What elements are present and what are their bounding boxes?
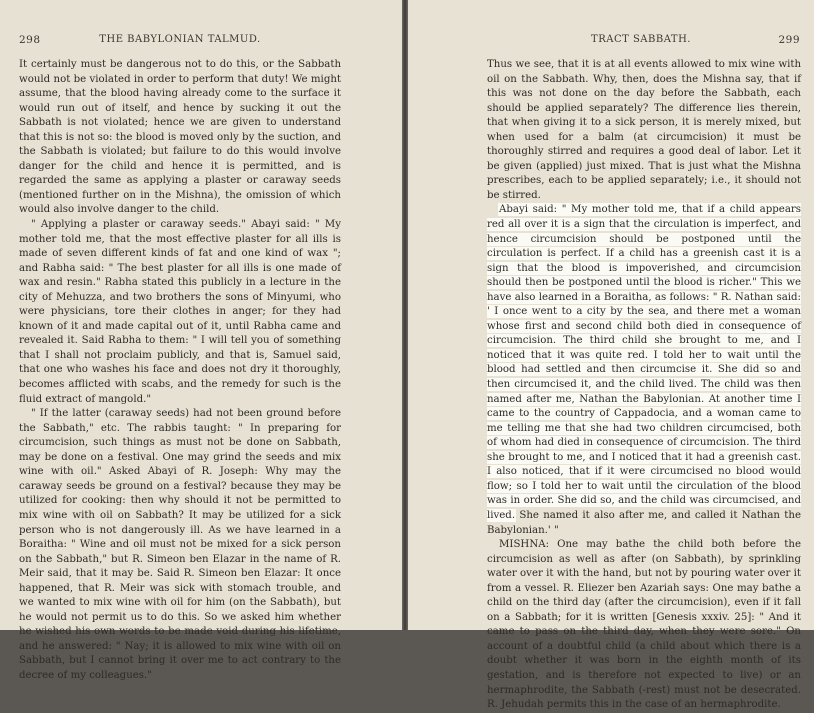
right-paragraph-2 <box>487 203 801 538</box>
right-running-head <box>482 34 800 48</box>
highlighted-passage[interactable]: Abayi said: " My mother told me, that if a child appears red all over it is a sign that the circulation is imperfect, and hence circumcision should be postponed until the circulation is perfect. If a child has a greenish cast it is a sign that the blood is impoverished, and circumcision should then be postponed until the blood is richer." This we have also learned in a Boraitha, as follows: " R. Nathan said: ' I once went to a city by the sea, and there met a woman whose first and second child both died in consequence of circumcision. The third child she brought to me, and I noticed that it was quite red. I told her to wait until the blood had settled and then circumcise it. She did so and then circumcised it, and the child lived. The child was then named after me, Nathan the Babylonian. At another time I came to the country of Cappadocia, and a woman came to me telling me that she had two children circumcised, both of whom had died in consequence of circumcision. The third she brought to me, and I noticed that it had a greenish cast. I also noticed, that if it were circumcised no blood would flow; so I told her to wait until the circulation of the blood was in order. She did so, and the child was circumcised, and lived. <box>487 204 801 521</box>
right-page <box>408 0 814 711</box>
left-paragraph-2: " Applying a plaster or caraway seeds." Abayi said: " My mother told me, that the most effective plaster for all ills is made of seven different kinds of fat and one kind of wax "; and Rabha said: " The best plaster for all ills is one made of wax and resin." Rabha stated this publicly in a lecture in the city of Mehuzza, and two brothers the sons of Minyumi, who were physicians, tore their clothes in anger; for they had known of it and made capital out of it, until Rabha came and revealed it. Said Rabha to them: " I will tell you of something that I shall not proclaim publicly, and that is, Samuel said, that one who washes his face and does not dry it thoroughly, becomes afflicted with scabs, and the remedy for such is the fluid extract of mangold." <box>19 219 341 405</box>
left-running-title: THE BABYLONIAN TALMUD. <box>99 34 261 45</box>
left-running-head <box>19 34 341 48</box>
left-paragraph-1: It certainly must be dangerous not to do this, or the Sabbath would not be violated in order to perform that duty! We might assume, that the blood having already come to the surface it would run out of itself, and hence by sucking it out the Sabbath is not violated; hence we are given to understand that this is not so: the blood is moved only by the suction, and the Sabbath is violated; but failure to do this would involve danger for the child and hence it is permitted, and is regarded the same as applying a plaster or caraway seeds (mentioned further on in the Mishna), the omission of which would also involve danger to the child. <box>19 59 341 216</box>
left-page <box>0 0 402 681</box>
right-running-title: TRACT SABBATH. <box>591 34 691 45</box>
right-paragraph-1: Thus we see, that it is at all events allowed to mix wine with oil on the Sabbath. Why, then, does the Mishna say, that if this was not done on the day before the Sabbath, each should be applied separately? The difference lies therein, that when giving it to a sick person, it is merely mixed, but when used for a balm (at circumcision) it must be thoroughly stirred and requires a good deal of labor. Let it be given (applied) just mixed. That is just what the Mishna prescribes, each to be applied separately; i.e., it should not be stirred. <box>487 59 801 201</box>
left-body-text <box>19 58 341 684</box>
right-paragraph-3-mishna: MISHNA: One may bathe the child both before the circumcision as well as after (on Sabbath), by sprinkling water over it with the hand, but not by pouring water over it from a vessel. R. Eliezer ben Azariah says: One may bathe a child on the third day (after the circumcision), even if it fall on a Sabbath; for it is written [Genesis xxxiv. 25]: " And it came to pass on the third day, when they were sore." On account of a doubtful child (a child about which there is a doubt whether it was born in the eighth month of its gestation, and is therefore not expected to live) or an hermaphrodite, the Sabbath (-rest) must not be desecrated. R. Jehudah permits this in the case of an hermaphrodite. <box>487 539 801 711</box>
left-page-number: 298 <box>19 34 41 46</box>
right-paragraph-2-tail: She named it also after me, and called it Nathan the Babylonian.' " <box>487 509 801 536</box>
left-paragraph-3: " If the latter (caraway seeds) had not been ground before the Sabbath," etc. The rabbis taught: " In preparing for circumcision, such things as must not be done on Sabbath, may be done on a festival. One may grind the seeds and mix wine with oil." Asked Abayi of R. Joseph: Why may the caraway seeds be ground on a festival? because they may be utilized for cooking: then why should it not be permitted to mix wine with oil on Sabbath? It may be utilized for a sick person who is not dangerously ill. As we have learned in a Boraitha: " Wine and oil must not be mixed for a sick person on the Sabbath," but R. Simeon ben Elazar in the name of R. Meir said, that it may be. Said R. Simeon ben Elazar: It once happened, that R. Meir was sick with stomach trouble, and we wanted to mix wine with oil for him (on the Sabbath), but he would not permit us to do this. So we asked him whether he wished his own words to be made void during his lifetime, and he answered: " Nay; it is allowed to mix wine with oil on Sabbath, but I cannot bring it over me to act contrary to the decree of my colleagues." <box>19 408 341 681</box>
right-body-text <box>487 58 801 713</box>
right-page-number: 299 <box>778 34 800 46</box>
